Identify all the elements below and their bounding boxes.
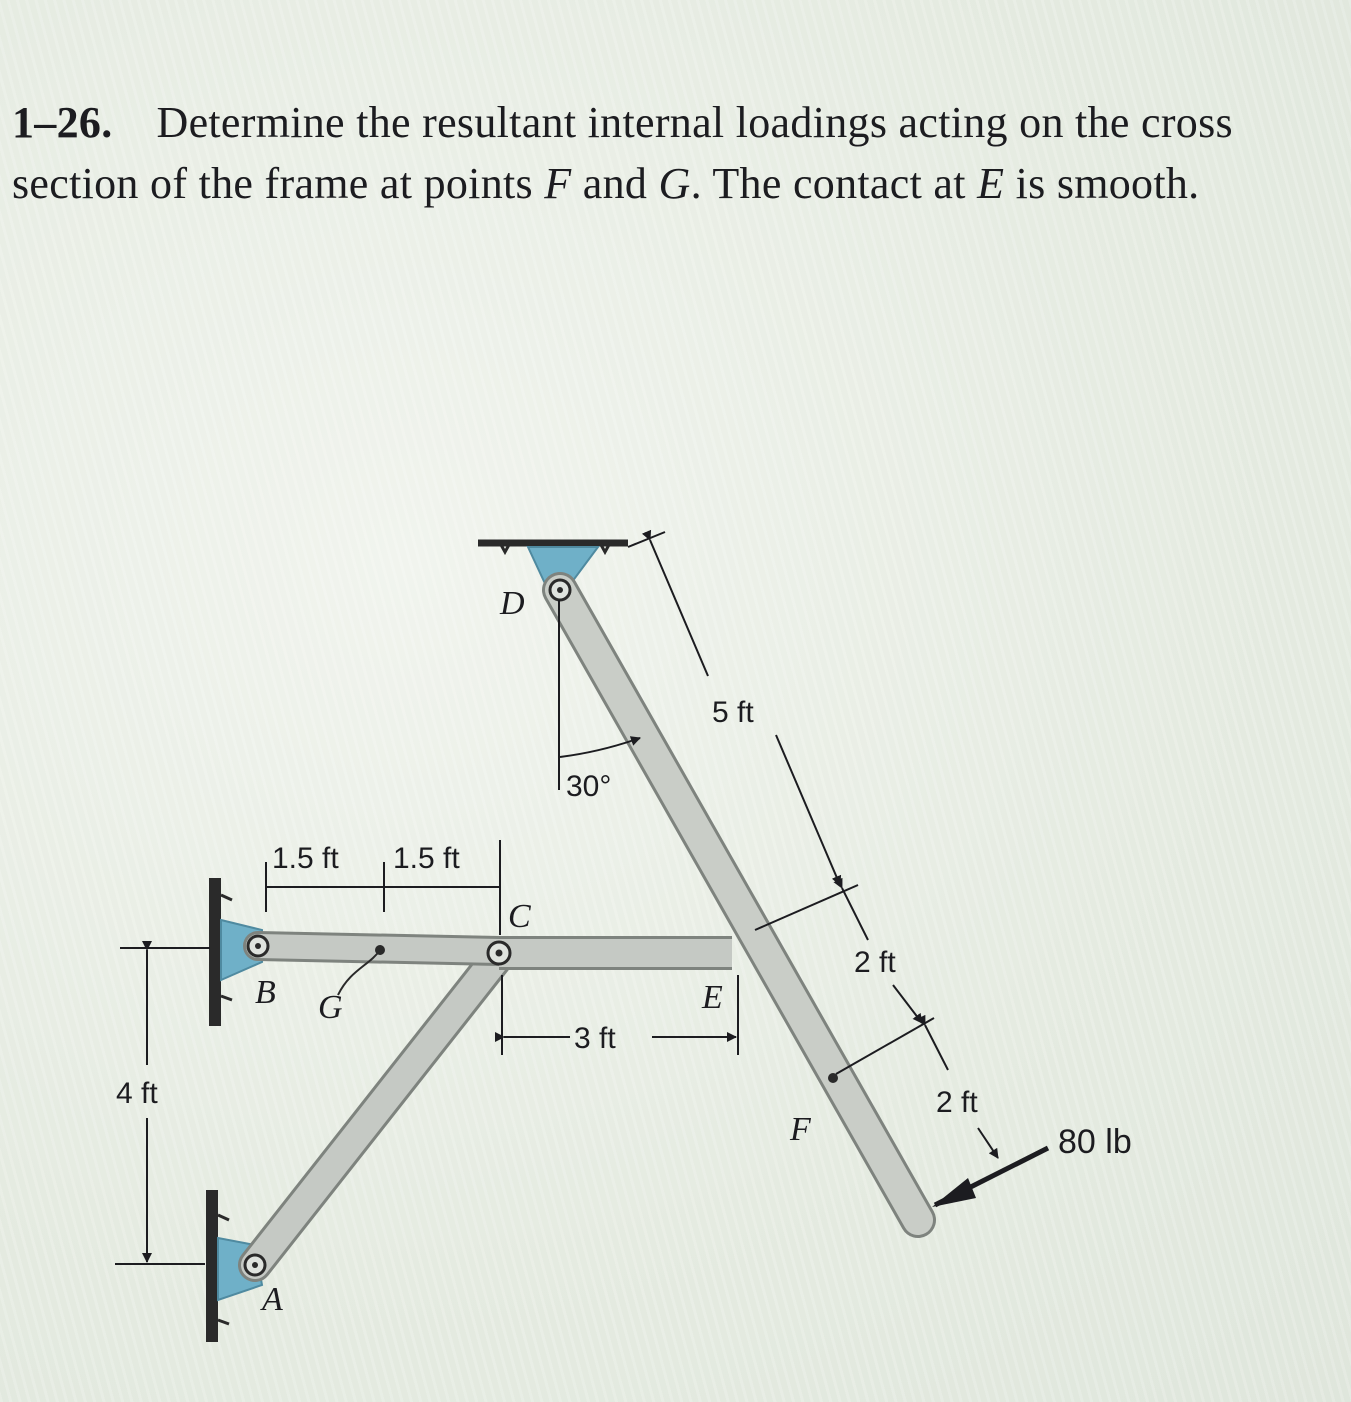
pin-a	[245, 1255, 265, 1275]
point-label-b: B	[255, 974, 276, 1011]
problem-text-4: is smooth.	[1004, 159, 1200, 208]
point-label-f: F	[790, 1111, 811, 1148]
point-label-d: D	[500, 585, 525, 622]
load-label: 80 lb	[1058, 1123, 1132, 1161]
dimension-label-ce: 3 ft	[574, 1022, 616, 1055]
point-e-variable: E	[977, 159, 1005, 208]
dimension-label-de: 5 ft	[712, 696, 754, 729]
problem-text-2: and	[571, 159, 659, 208]
point-f-variable: F	[544, 159, 572, 208]
dimension-label-gc: 1.5 ft	[393, 842, 460, 875]
problem-text-3: . The contact at	[690, 159, 978, 208]
dimension-label-bg: 1.5 ft	[272, 842, 339, 875]
load-arrow	[932, 1148, 1048, 1207]
point-label-e: E	[702, 979, 723, 1016]
point-label-g: G	[318, 989, 343, 1026]
problem-number: 1–26.	[12, 98, 113, 147]
dimension-label-ef: 2 ft	[854, 946, 896, 979]
point-label-c: C	[508, 898, 531, 935]
point-g-variable: G	[658, 159, 691, 208]
point-label-a: A	[262, 1281, 283, 1318]
pin-b	[248, 936, 268, 956]
dimension-label-f-end: 2 ft	[936, 1086, 978, 1119]
pin-d	[550, 580, 570, 600]
member-ac	[255, 955, 499, 1265]
pin-c	[488, 942, 510, 964]
member-df	[560, 590, 918, 1220]
problem-text-1: Determine the resultant internal loadings acting on the cross section of the frame at points	[12, 98, 1233, 208]
angle-label: 30°	[566, 770, 612, 803]
dimension-label-height: 4 ft	[116, 1077, 158, 1110]
